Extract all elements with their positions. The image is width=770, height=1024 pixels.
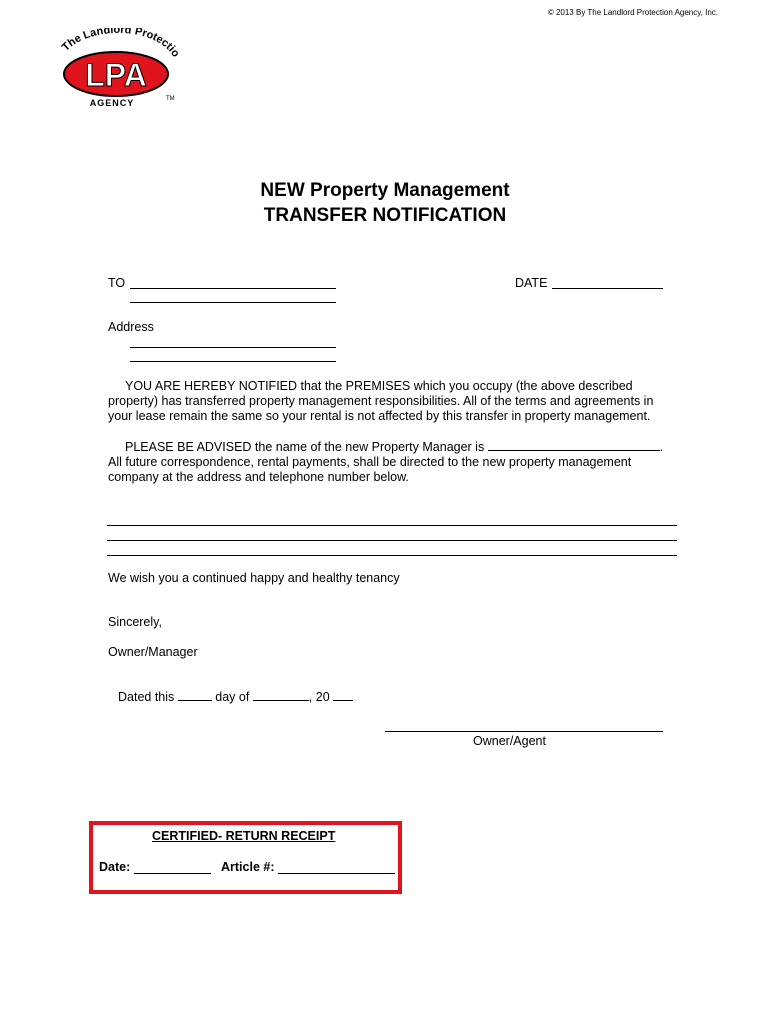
year-prefix-label: , 20 <box>308 690 330 704</box>
to-line-2[interactable] <box>130 302 336 303</box>
dated-this-label: Dated this <box>118 690 175 704</box>
to-label: TO <box>108 276 126 290</box>
title-line-1: NEW Property Management <box>260 180 510 201</box>
owner-manager-label: Owner/Manager <box>108 645 198 659</box>
address-label: Address <box>108 320 154 334</box>
logo-initials: LPA <box>85 57 147 93</box>
advised-paragraph: PLEASE BE ADVISED the name of the new Property Manager is . All future correspondence, rental payments, shall be directed to the new property management company at the address and telephone number below. <box>108 439 673 485</box>
closing-text: We wish you a continued happy and healthy tenancy <box>108 571 400 585</box>
date-line[interactable] <box>552 288 663 289</box>
logo-trademark: TM <box>166 96 175 102</box>
title-line-2: TRANSFER NOTIFICATION <box>263 205 507 226</box>
receipt-article-label: Article #: <box>221 860 275 874</box>
receipt-date-label: Date: <box>99 860 131 874</box>
copyright-notice: © 2013 By The Landlord Protection Agency, Inc. <box>547 8 718 17</box>
sincerely-text: Sincerely, <box>108 615 162 629</box>
notice-paragraph: YOU ARE HEREBY NOTIFIED that the PREMISES which you occupy (the above described property) has transferred property management responsibilities. All of the terms and agreements in your lease remain the same so your rental is not affected by this transfer in property management. <box>108 379 654 423</box>
address-line-2[interactable] <box>130 361 336 362</box>
lpa-logo <box>52 28 192 110</box>
certified-receipt-box <box>89 821 402 894</box>
month-blank[interactable] <box>253 689 309 701</box>
advised-rest: All future correspondence, rental payments, shall be directed to the new property management company at the address and telephone number below. <box>108 455 632 484</box>
owner-agent-signature-line[interactable] <box>385 731 663 732</box>
manager-address-line-1[interactable] <box>107 525 677 526</box>
year-blank[interactable] <box>333 689 353 701</box>
date-label: DATE <box>515 276 548 290</box>
advised-lead: PLEASE BE ADVISED the name of the new Property Manager is <box>125 440 485 454</box>
day-of-label: day of <box>215 690 250 704</box>
logo-agency-text: AGENCY <box>89 98 135 108</box>
dated-line <box>118 689 353 704</box>
manager-address-line-3[interactable] <box>107 555 677 556</box>
address-line-1[interactable] <box>130 347 336 348</box>
manager-address-line-2[interactable] <box>107 540 677 541</box>
property-manager-name-blank[interactable] <box>488 439 660 451</box>
logo-arc-text: The Landlord Protectio <box>59 28 182 60</box>
to-line-1[interactable] <box>130 288 336 289</box>
owner-agent-label: Owner/Agent <box>473 734 546 748</box>
receipt-article-line[interactable] <box>278 873 395 874</box>
receipt-title: CERTIFIED- RETURN RECEIPT <box>152 829 336 843</box>
receipt-date-line[interactable] <box>134 873 211 874</box>
day-blank[interactable] <box>178 689 212 701</box>
